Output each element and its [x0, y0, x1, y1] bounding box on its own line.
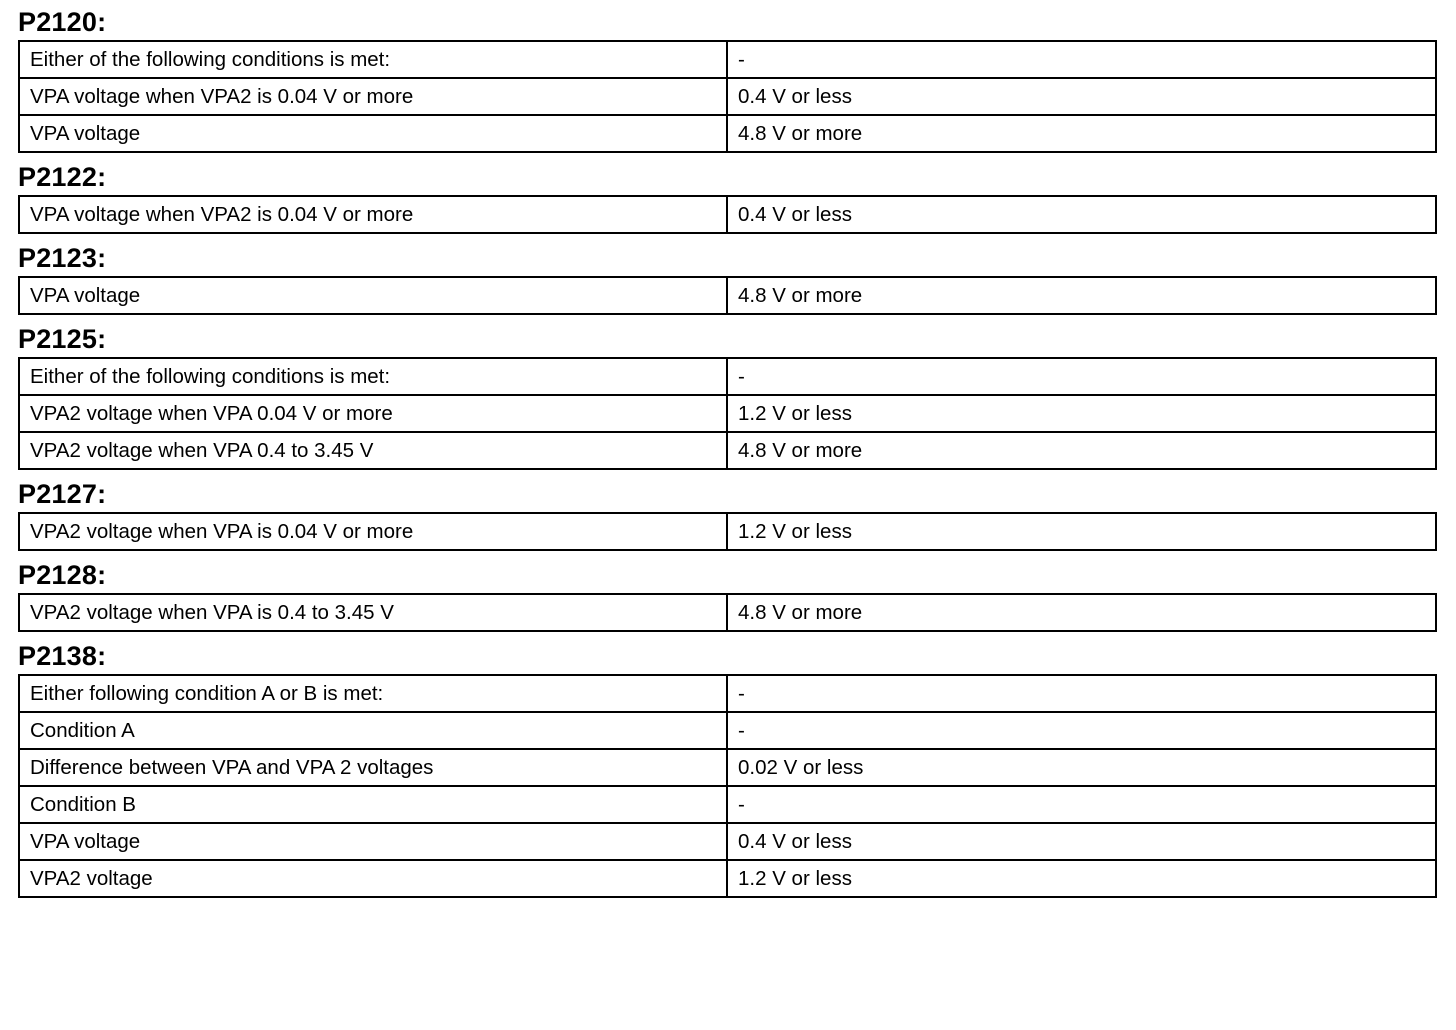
table-row	[19, 395, 1436, 432]
condition-table-p2123	[18, 276, 1437, 315]
condition-cell: VPA2 voltage when VPA 0.4 to 3.45 V	[19, 432, 727, 469]
value-cell: 0.4 V or less	[727, 196, 1436, 233]
table-row	[19, 115, 1436, 152]
value-cell: -	[727, 675, 1436, 712]
value-cell: 0.4 V or less	[727, 78, 1436, 115]
condition-cell: Difference between VPA and VPA 2 voltages	[19, 749, 727, 786]
section-title-p2125: P2125:	[18, 324, 107, 354]
condition-table-p2127	[18, 512, 1437, 551]
section-title-p2128: P2128:	[18, 560, 107, 590]
section-title-p2127: P2127:	[18, 479, 107, 509]
value-cell: -	[727, 41, 1436, 78]
condition-cell: VPA2 voltage when VPA is 0.4 to 3.45 V	[19, 594, 727, 631]
condition-cell: VPA voltage	[19, 115, 727, 152]
value-cell: -	[727, 786, 1436, 823]
table-row	[19, 860, 1436, 897]
table-row	[19, 78, 1436, 115]
value-cell: -	[727, 712, 1436, 749]
table-row	[19, 675, 1436, 712]
condition-table-p2128	[18, 593, 1437, 632]
condition-cell: VPA2 voltage when VPA 0.04 V or more	[19, 395, 727, 432]
document-body	[18, 0, 1435, 898]
value-cell: 1.2 V or less	[727, 395, 1436, 432]
condition-cell: VPA2 voltage	[19, 860, 727, 897]
section-title-p2123: P2123:	[18, 243, 107, 273]
condition-cell: Either of the following conditions is met:	[19, 358, 727, 395]
condition-cell: VPA2 voltage when VPA is 0.04 V or more	[19, 513, 727, 550]
condition-cell: VPA voltage	[19, 277, 727, 314]
table-row	[19, 786, 1436, 823]
condition-table-p2120	[18, 40, 1437, 153]
table-row	[19, 823, 1436, 860]
condition-table-p2122	[18, 195, 1437, 234]
value-cell: 0.02 V or less	[727, 749, 1436, 786]
condition-table-p2125	[18, 357, 1437, 470]
section-title-p2120: P2120:	[18, 7, 107, 37]
value-cell: -	[727, 358, 1436, 395]
condition-cell: Condition B	[19, 786, 727, 823]
condition-cell: Either of the following conditions is met:	[19, 41, 727, 78]
table-row	[19, 41, 1436, 78]
table-row	[19, 358, 1436, 395]
table-row	[19, 513, 1436, 550]
value-cell: 4.8 V or more	[727, 115, 1436, 152]
value-cell: 1.2 V or less	[727, 860, 1436, 897]
table-row	[19, 196, 1436, 233]
table-row	[19, 277, 1436, 314]
condition-cell: VPA voltage when VPA2 is 0.04 V or more	[19, 78, 727, 115]
section-title-p2122: P2122:	[18, 162, 107, 192]
condition-cell: VPA voltage when VPA2 is 0.04 V or more	[19, 196, 727, 233]
condition-table-p2138	[18, 674, 1437, 898]
value-cell: 4.8 V or more	[727, 594, 1436, 631]
value-cell: 1.2 V or less	[727, 513, 1436, 550]
table-row	[19, 594, 1436, 631]
value-cell: 0.4 V or less	[727, 823, 1436, 860]
value-cell: 4.8 V or more	[727, 432, 1436, 469]
section-title-p2138: P2138:	[18, 641, 107, 671]
condition-cell: Either following condition A or B is met:	[19, 675, 727, 712]
table-row	[19, 432, 1436, 469]
table-row	[19, 712, 1436, 749]
condition-cell: VPA voltage	[19, 823, 727, 860]
table-row	[19, 749, 1436, 786]
condition-cell: Condition A	[19, 712, 727, 749]
value-cell: 4.8 V or more	[727, 277, 1436, 314]
